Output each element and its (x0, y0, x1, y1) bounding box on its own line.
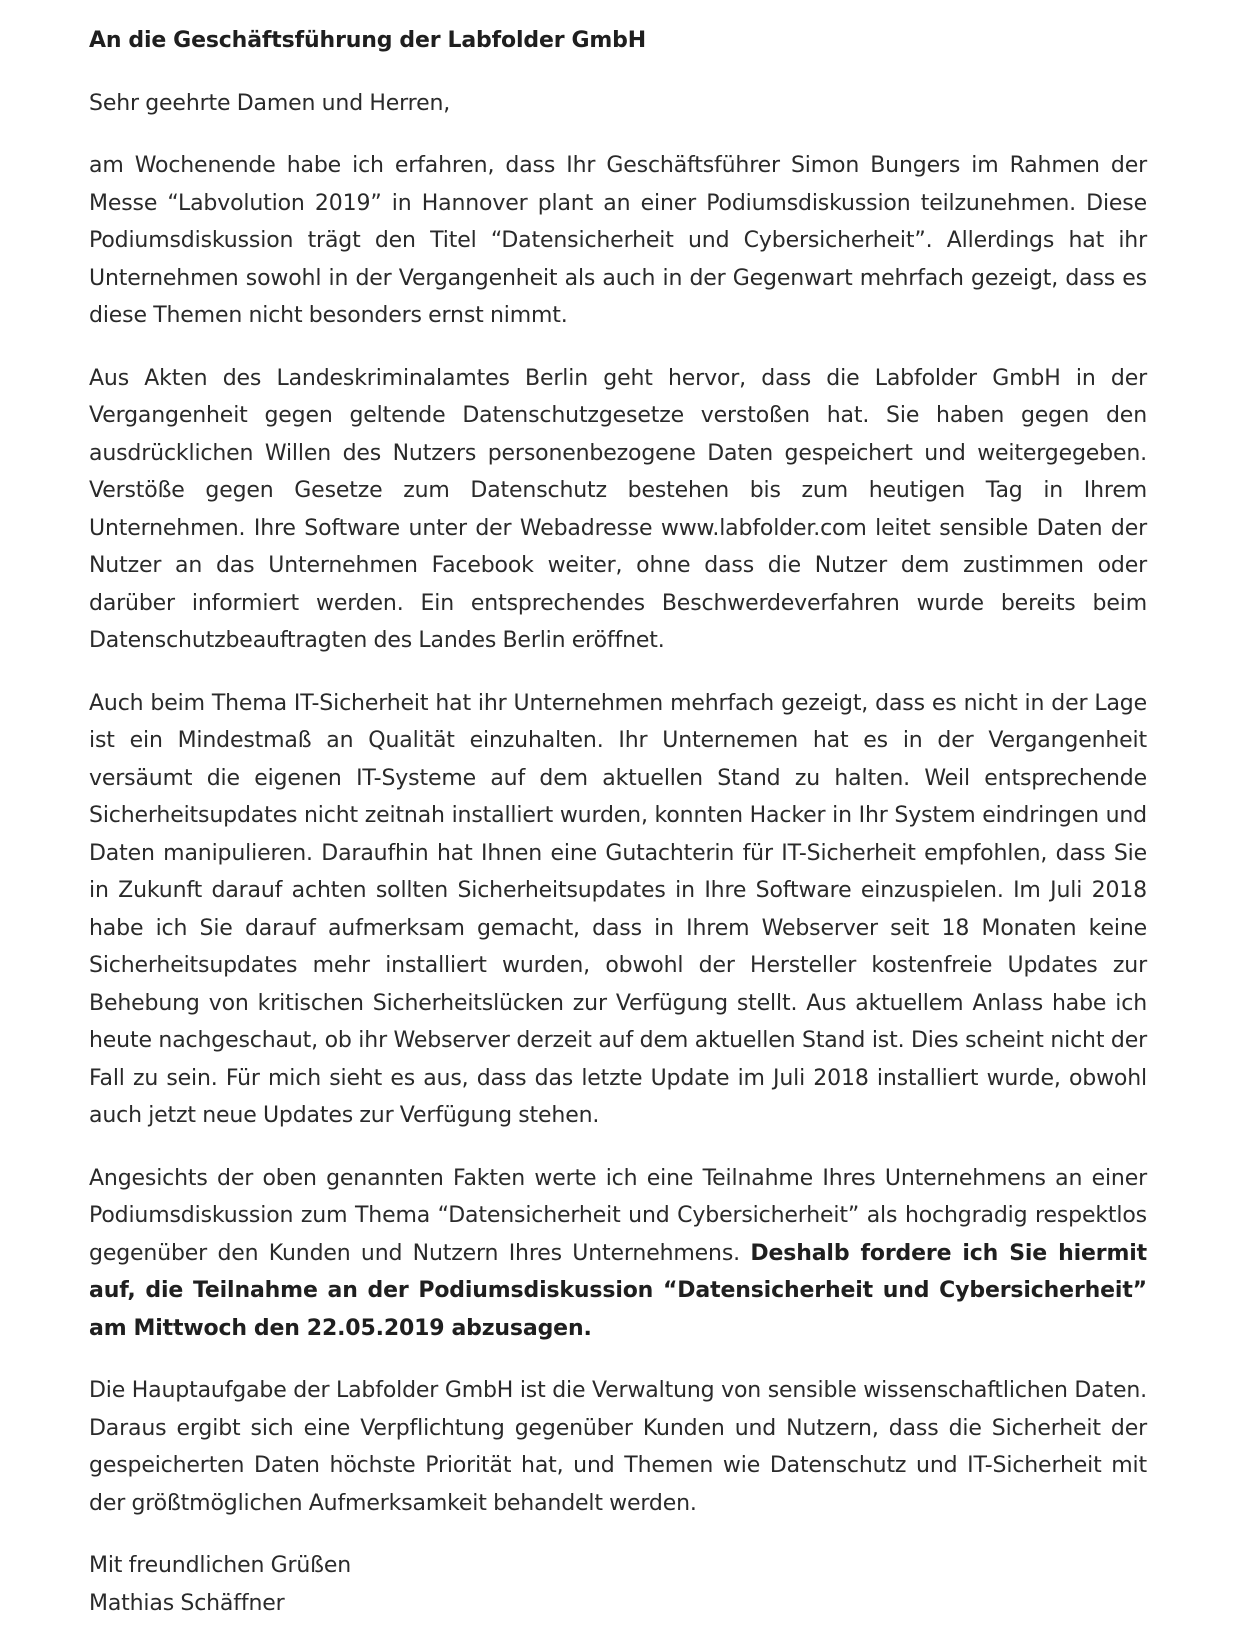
letter-recipient: An die Geschäftsführung der Labfolder GmbH (89, 28, 647, 53)
letter-salutation: Sehr geehrte Damen und Herren, (89, 90, 451, 116)
paragraph-it-security: Auch beim Thema IT-Sicherheit hat ihr Unternehmen mehrfach gezeigt, dass es nicht in der Lage ist ein Mindestmaß an Qualität einzuhalten. Ihr Unternemen hat es in der Vergangenheit versäumt die eigenen IT-Systeme auf dem aktuellen Stand zu halten. Weil entsprechende Sicherheitsupdates nicht zeitnah installiert wurden, konnten Hacker in Ihr System eindringen und Daten manipulieren. Daraufhin hat Ihnen eine Gutachterin für IT-Sicherheit empfohlen, dass Sie in Zukunft darauf achten sollten Sicherheitsupdates in Ihre Software einzuspielen. Im Juli 2018 habe ich Sie darauf aufmerksam gemacht, dass in Ihrem Webserver seit 18 Monaten keine Sicherheitsupdates mehr installiert wurden, obwohl der Hersteller kostenfreie Updates zur Behebung von kritischen Sicherheitslücken zur Verfügung stellt. Aus aktuellem Anlass habe ich heute nachgeschaut, ob ihr Webserver derzeit auf dem aktuellen Stand ist. Dies scheint nicht der Fall zu sein. Für mich sieht es aus, dass das letzte Update im Juli 2018 installiert wurde, obwohl auch jetzt neue Updates zur Verfügung stehen. (89, 690, 1147, 1128)
paragraph-event-announcement: am Wochenende habe ich erfahren, dass Ihr Geschäftsführer Simon Bungers im Rahmen der Messe “Labvolution 2019” in Hannover plant an einer Podiumsdiskussion teilzunehmen. Diese Podiumsdiskussion trägt den Titel “Datensicherheit und Cybersicherheit”. Allerdings hat ihr Unternehmen sowohl in der Vergangenheit als auch in der Gegenwart mehrfach gezeigt, dass es diese Themen nicht besonders ernst nimmt. (89, 153, 1147, 328)
paragraph-demand-bold: Deshalb fordere ich Sie hiermit auf, die Teilnahme an der Podiumsdiskussion “Datensicherheit und Cybersicherheit” am Mittwoch den 22.05.2019 abzusagen. (89, 1240, 1148, 1341)
paragraph-demand (89, 1160, 1147, 1348)
letter-body (89, 22, 1147, 1622)
letter-signature: Mathias Schäffner (89, 1590, 285, 1616)
paragraph-responsibility: Die Hauptaufgabe der Labfolder GmbH ist die Verwaltung von sensible wissenschaftlichen Daten. Daraus ergibt sich eine Verpflichtung gegenüber Kunden und Nutzern, dass die Sicherheit der gespeicherten Daten höchste Priorität hat, und Themen wie Datenschutz und IT-Sicherheit mit der größtmöglichen Aufmerksamkeit behandelt werden. (89, 1378, 1147, 1516)
paragraph-data-protection: Aus Akten des Landeskriminalamtes Berlin geht hervor, dass die Labfolder GmbH in der Vergangenheit gegen geltende Datenschutzgesetze verstoßen hat. Sie haben gegen den ausdrücklichen Willen des Nutzers personenbezogene Daten gespeichert und weitergegeben. Verstöße gegen Gesetze zum Datenschutz bestehen bis zum heutigen Tag in Ihrem Unternehmen. Ihre Software unter der Webadresse www.labfolder.com leitet sensible Daten der Nutzer an das Unternehmen Facebook weiter, ohne dass die Nutzer dem zustimmen oder darüber informiert werden. Ein entsprechendes Beschwerdeverfahren wurde bereits beim Datenschutzbeauftragten des Landes Berlin eröffnet. (89, 365, 1147, 653)
paragraph-demand-text: Angesichts der oben genannten Fakten werte ich eine Teilnahme Ihres Unternehmens an einer Podiumsdiskussion zum Thema “Datensicherheit und Cybersicherheit” als hochgradig respektlos gegenüber den Kunden und Nutzern Ihres Unternehmens. (89, 1165, 1147, 1266)
letter-closing: Mit freundlichen Grüßen (89, 1553, 352, 1578)
